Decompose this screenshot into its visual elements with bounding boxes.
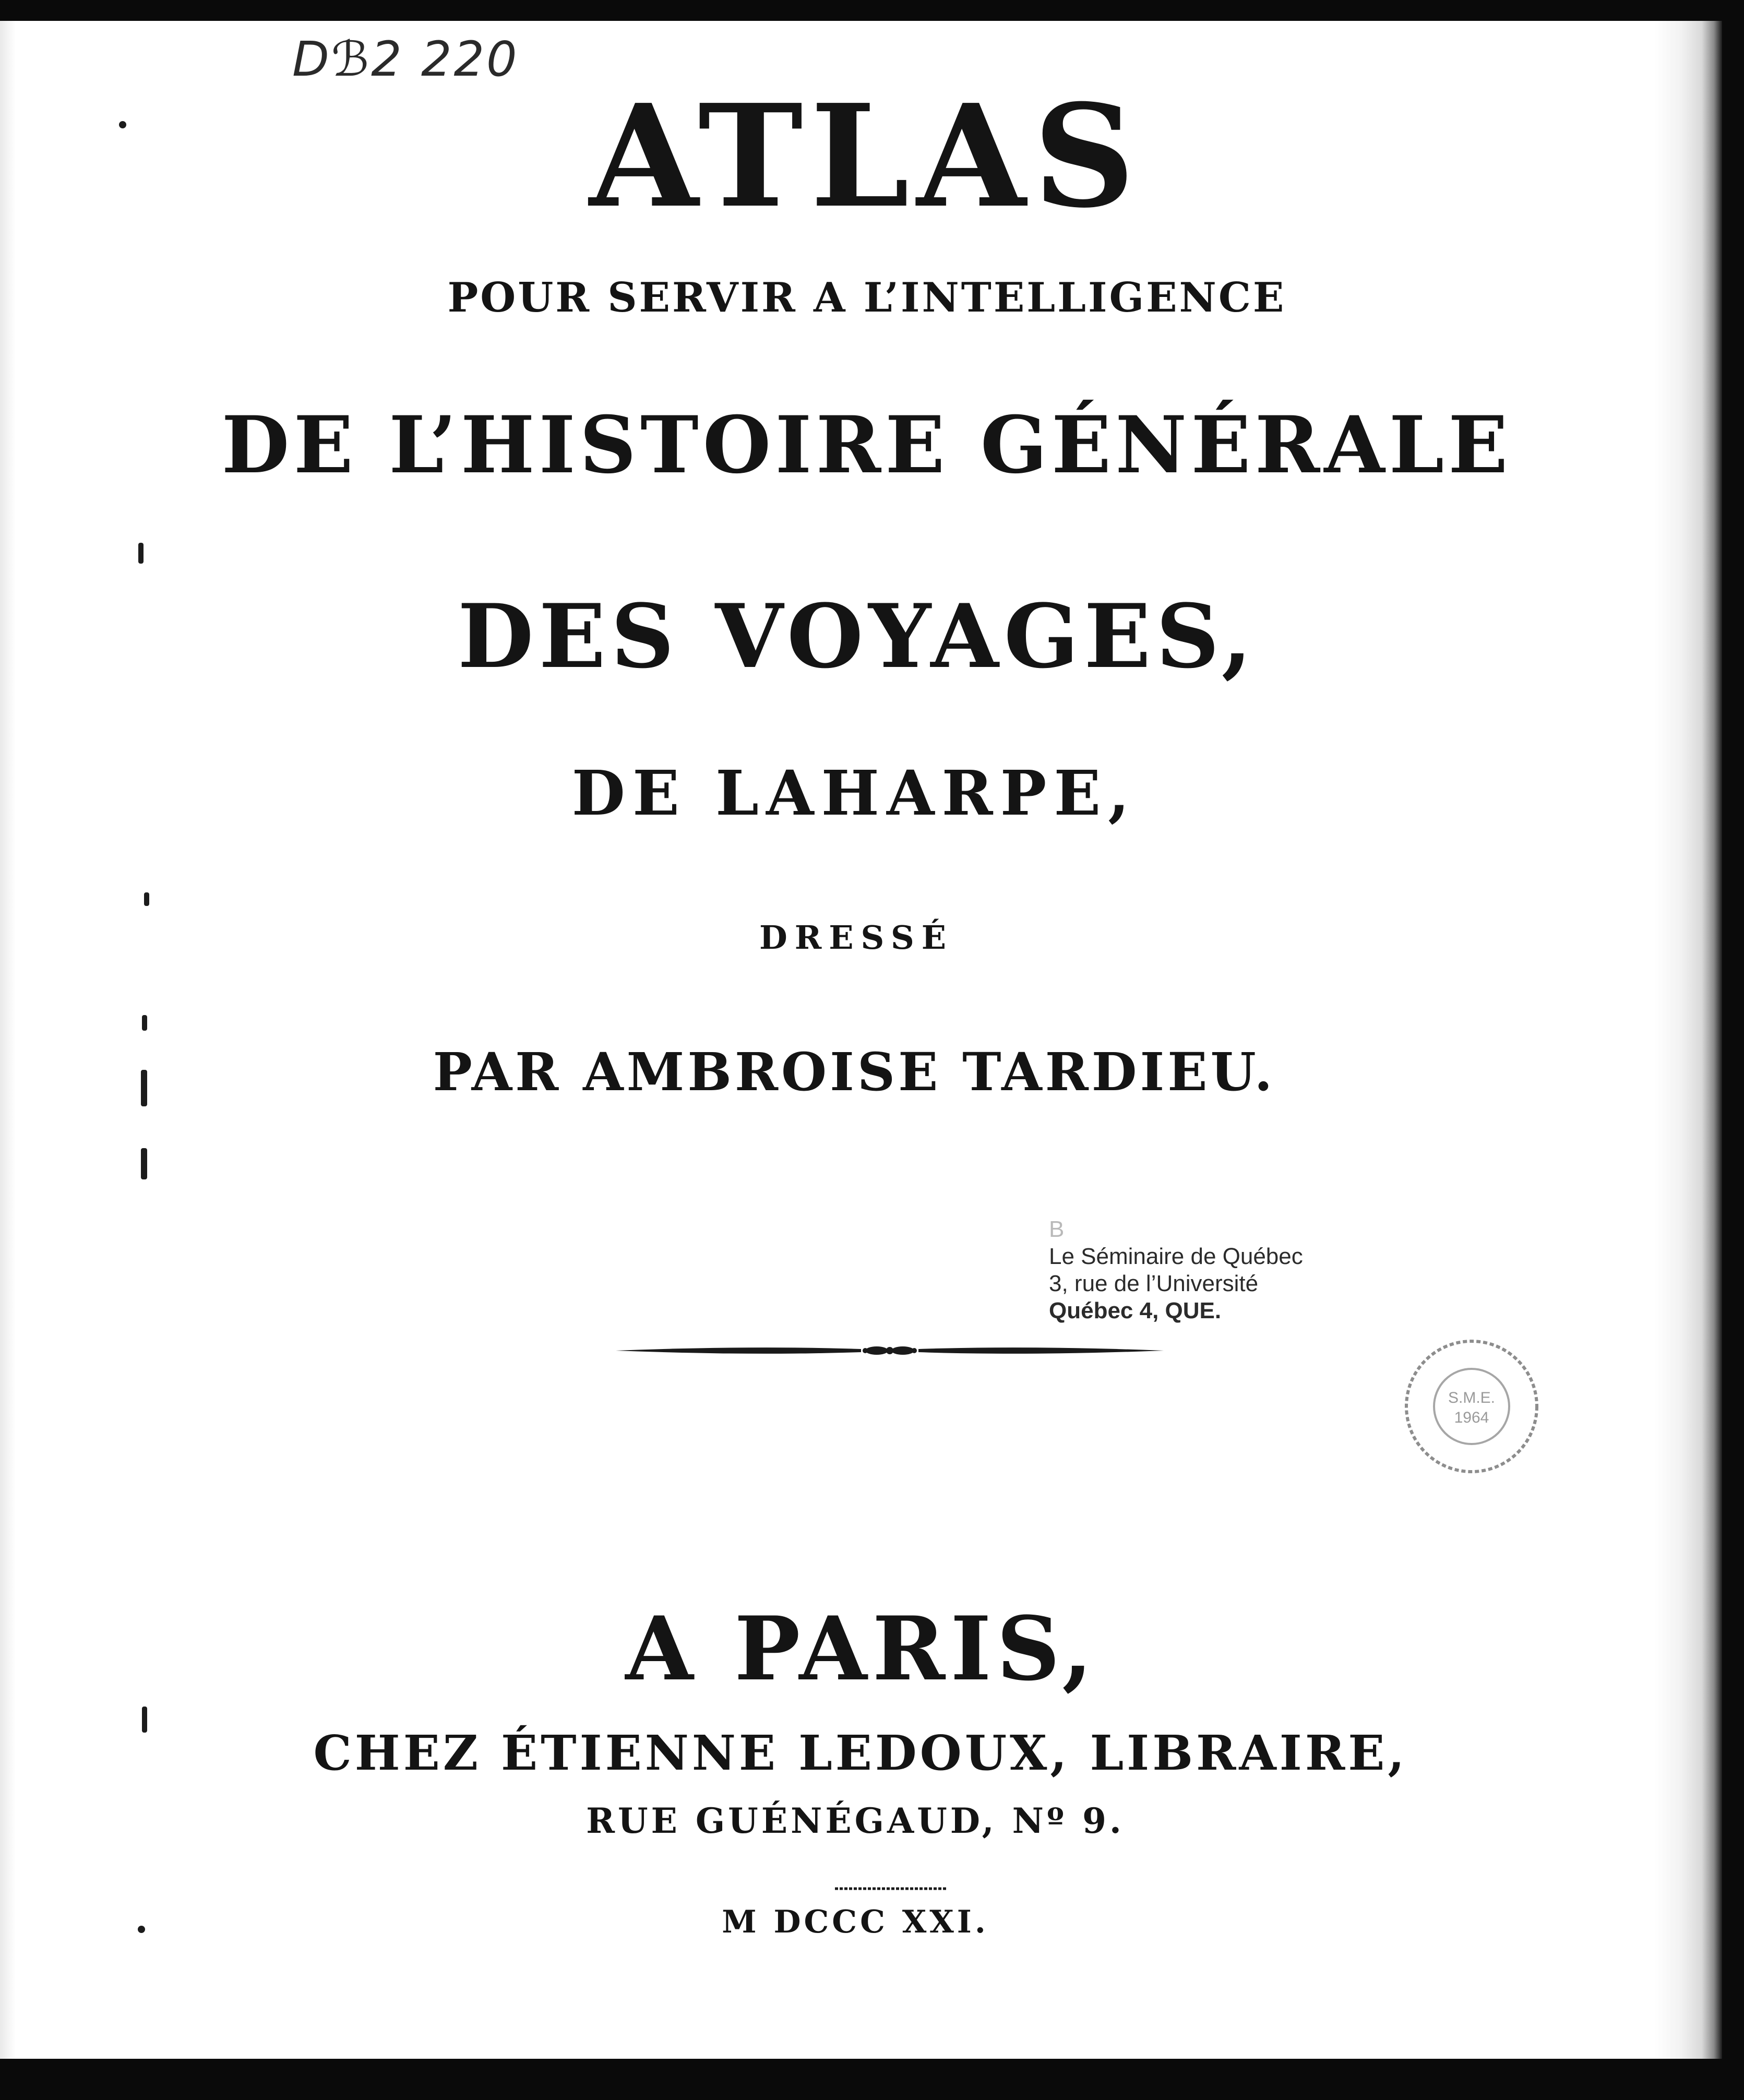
subtitle-line-1: POUR SERVIR A L’INTELLIGENCE: [447, 274, 1286, 321]
stamp-line-3: 3, rue de l’Université: [1049, 1271, 1259, 1296]
imprint-publisher: CHEZ ÉTIENNE LEDOUX, LIBRAIRE,: [313, 1725, 1408, 1781]
binding-speck: [138, 543, 144, 564]
imprint-city: A PARIS,: [625, 1597, 1098, 1700]
stamp-line-2: Le Séminaire de Québec: [1049, 1244, 1303, 1269]
stamp-line-4: Québec 4, QUE.: [1049, 1298, 1222, 1323]
library-stamp: [1049, 1216, 1303, 1325]
drafted-by: PAR AMBROISE TARDIEU.: [433, 1041, 1276, 1103]
drafted-label: DRESSÉ: [759, 918, 953, 957]
seal-center-line-1: S.M.E.: [1448, 1389, 1496, 1406]
library-seal: [1399, 1336, 1545, 1477]
seal-center-line-2: 1964: [1454, 1409, 1489, 1426]
scan-border-bottom: [0, 2059, 1744, 2100]
imprint-date: M DCCC XXI.: [722, 1904, 989, 1940]
handwritten-shelfmark: Dℬ2 220: [292, 31, 519, 87]
work-author: DE LAHARPE,: [571, 757, 1137, 829]
stamp-line-1: B: [1049, 1216, 1065, 1242]
subtitle-line-2: DE L’HISTOIRE GÉNÉRALE: [221, 399, 1512, 491]
binding-speck: [142, 1015, 147, 1031]
title: ATLAS: [589, 73, 1142, 239]
small-dotted-rule: [835, 1885, 947, 1892]
ornamental-rule: [616, 1340, 1164, 1361]
scan-border-top: [0, 0, 1744, 21]
binding-speck: [141, 1148, 147, 1179]
subtitle-line-3: DES VOYAGES,: [457, 584, 1258, 688]
binding-speck: [144, 892, 149, 906]
imprint-street: RUE GUÉNÉGAUD, Nº 9.: [586, 1800, 1125, 1841]
